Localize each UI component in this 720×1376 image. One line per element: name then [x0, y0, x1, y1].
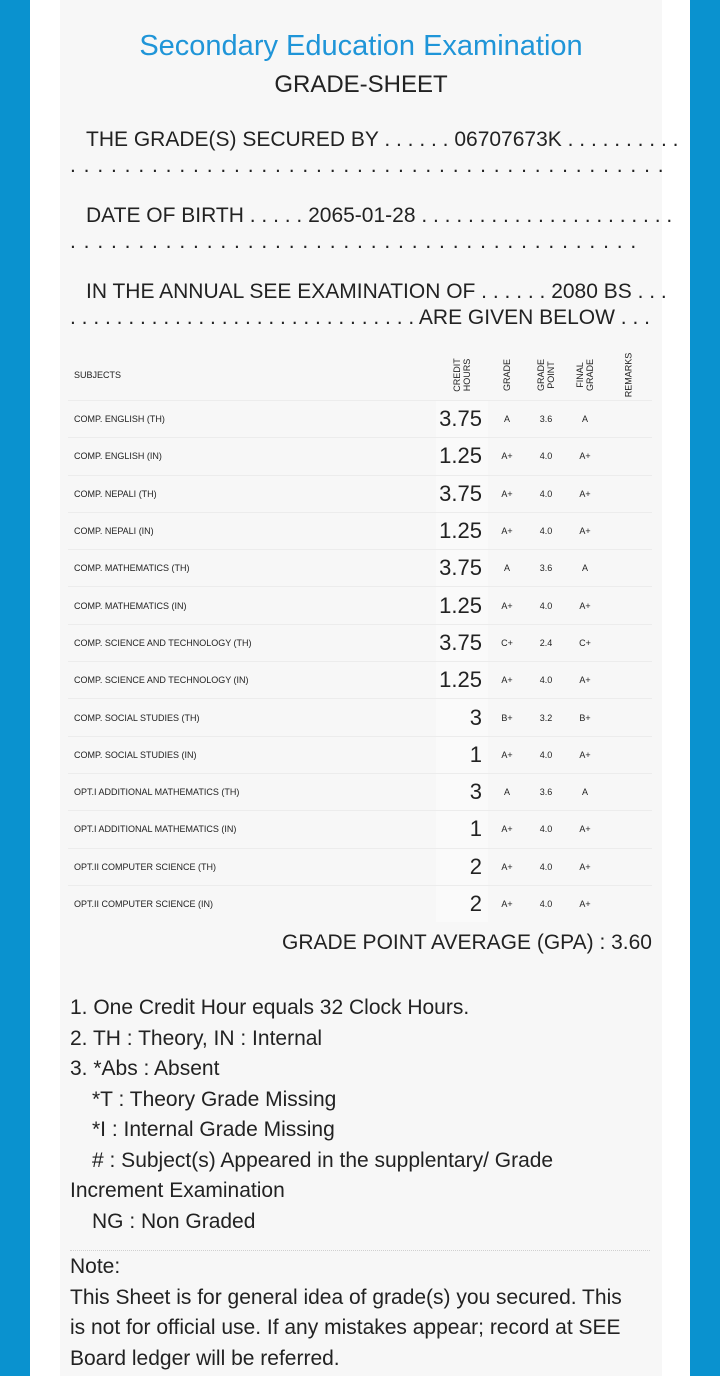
subject-cell: COMP. SCIENCE AND TECHNOLOGY (IN) — [68, 662, 436, 699]
table-row — [68, 475, 652, 512]
subject-cell: OPT.I ADDITIONAL MATHEMATICS (IN) — [68, 811, 436, 848]
credit-cell: 3.75 — [436, 624, 488, 661]
header-credit-hours — [436, 350, 488, 401]
grade-cell: A — [488, 550, 526, 587]
note-line: is not for official use. If any mistakes appear; record at SEE — [70, 1316, 621, 1339]
note-line: This Sheet is for general idea of grade(s) you secured. This — [70, 1285, 622, 1309]
remarks-cell — [604, 699, 652, 736]
header-grade — [488, 350, 526, 401]
final-grade-cell: A — [566, 773, 604, 810]
subject-cell: COMP. NEPALI (TH) — [68, 475, 436, 512]
remarks-cell — [604, 662, 652, 699]
subject-cell: COMP. SOCIAL STUDIES (IN) — [68, 736, 436, 773]
final-grade-cell: B+ — [566, 699, 604, 736]
remarks-cell — [604, 848, 652, 885]
grade-table — [68, 350, 652, 922]
grade-cell: A+ — [488, 587, 526, 624]
legend-line: 3. *Abs : Absent — [70, 1057, 220, 1080]
table-row — [68, 662, 652, 699]
subject-cell: COMP. SOCIAL STUDIES (TH) — [68, 699, 436, 736]
final-grade-cell: A+ — [566, 475, 604, 512]
table-row — [68, 624, 652, 661]
credit-cell: 1.25 — [436, 512, 488, 549]
final-grade-cell: A+ — [566, 662, 604, 699]
note-line: Board ledger will be referred. — [70, 1346, 340, 1370]
final-grade-cell: A+ — [566, 811, 604, 848]
grade-point-cell: 3.6 — [526, 401, 566, 438]
header-final-grade — [566, 350, 604, 401]
final-grade-cell: A+ — [566, 587, 604, 624]
table-header-row — [68, 350, 652, 401]
remarks-cell — [604, 624, 652, 661]
grade-cell: A+ — [488, 475, 526, 512]
grade-cell: A+ — [488, 512, 526, 549]
credit-cell: 3.75 — [436, 401, 488, 438]
secured-by-dots: . . . . . . . . . . . . . . . . . . . . . . . . . . . . . . . . . . . . . . . . . . . . — [70, 154, 665, 177]
credit-cell: 3 — [436, 773, 488, 810]
table-row — [68, 438, 652, 475]
grade-point-cell: 4.0 — [526, 885, 566, 922]
grade-cell: A+ — [488, 885, 526, 922]
grade-cell: B+ — [488, 699, 526, 736]
final-grade-cell: A+ — [566, 885, 604, 922]
grade-point-cell: 4.0 — [526, 587, 566, 624]
header-remarks-label: REMARKS — [622, 352, 633, 398]
subject-cell: COMP. NEPALI (IN) — [68, 512, 436, 549]
credit-cell: 2 — [436, 885, 488, 922]
final-grade-cell: C+ — [566, 624, 604, 661]
right-side-bar — [690, 0, 720, 1376]
remarks-cell — [604, 773, 652, 810]
grade-point-cell: 2.4 — [526, 624, 566, 661]
grade-cell: A — [488, 401, 526, 438]
legend-line: *T : Theory Grade Missing — [92, 1087, 337, 1111]
grade-cell: A+ — [488, 736, 526, 773]
page-subtitle: GRADE-SHEET — [274, 71, 448, 98]
subject-cell: COMP. ENGLISH (TH) — [68, 401, 436, 438]
grade-cell: A+ — [488, 438, 526, 475]
final-grade-cell: A+ — [566, 512, 604, 549]
grade-point-cell: 4.0 — [526, 736, 566, 773]
remarks-cell — [604, 475, 652, 512]
legend-line: NG : Non Graded — [92, 1209, 256, 1233]
remarks-cell — [604, 438, 652, 475]
final-grade-cell: A+ — [566, 848, 604, 885]
grade-point-cell: 4.0 — [526, 438, 566, 475]
grade-point-cell: 4.0 — [526, 848, 566, 885]
table-row — [68, 773, 652, 810]
final-grade-cell: A+ — [566, 438, 604, 475]
table-row — [68, 550, 652, 587]
table-row — [68, 811, 652, 848]
header-final-grade-label: FINAL GRADE — [575, 359, 595, 392]
subject-cell: COMP. SCIENCE AND TECHNOLOGY (TH) — [68, 624, 436, 661]
divider — [70, 1250, 650, 1251]
remarks-cell — [604, 401, 652, 438]
grade-point-cell: 4.0 — [526, 512, 566, 549]
grade-cell: C+ — [488, 624, 526, 661]
legend-line: *I : Internal Grade Missing — [92, 1118, 335, 1141]
table-row — [68, 885, 652, 922]
credit-cell: 1 — [436, 736, 488, 773]
credit-cell: 2 — [436, 848, 488, 885]
grade-point-cell: 3.2 — [526, 699, 566, 736]
subject-cell: OPT.II COMPUTER SCIENCE (TH) — [68, 848, 436, 885]
credit-cell: 1.25 — [436, 662, 488, 699]
table-row — [68, 699, 652, 736]
note — [70, 1252, 655, 1374]
legend-line: 2. TH : Theory, IN : Internal — [70, 1026, 323, 1050]
credit-cell: 1.25 — [436, 438, 488, 475]
note-label: Note: — [70, 1255, 121, 1278]
grade-point-cell: 4.0 — [526, 811, 566, 848]
remarks-cell — [604, 811, 652, 848]
header-grade-point — [526, 350, 566, 401]
remarks-cell — [604, 885, 652, 922]
legend — [70, 993, 650, 1237]
header-grade-point-label: GRADE POINT — [536, 359, 556, 392]
header-credit-hours-label: CREDIT HOURS — [452, 358, 472, 392]
credit-cell: 1.25 — [436, 587, 488, 624]
grade-point-cell: 3.6 — [526, 550, 566, 587]
exam-line: IN THE ANNUAL SEE EXAMINATION OF . . . . . . 2080 BS . . . — [86, 280, 667, 303]
subject-cell: OPT.II COMPUTER SCIENCE (IN) — [68, 885, 436, 922]
page-title: Secondary Education Examination — [139, 30, 583, 62]
subject-cell: OPT.I ADDITIONAL MATHEMATICS (TH) — [68, 773, 436, 810]
remarks-cell — [604, 736, 652, 773]
left-side-bar — [0, 0, 30, 1376]
subject-cell: COMP. ENGLISH (IN) — [68, 438, 436, 475]
table-row — [68, 401, 652, 438]
table-row — [68, 848, 652, 885]
credit-cell: 3.75 — [436, 550, 488, 587]
table-row — [68, 512, 652, 549]
legend-line: Increment Examination — [70, 1179, 285, 1202]
final-grade-cell: A — [566, 401, 604, 438]
final-grade-cell: A+ — [566, 736, 604, 773]
final-grade-cell: A — [566, 550, 604, 587]
grade-cell: A+ — [488, 662, 526, 699]
dob-line: DATE OF BIRTH . . . . . 2065-01-28 . . . . . . . . . . . . . . . . . . . . . . — [86, 204, 673, 227]
grade-cell: A+ — [488, 848, 526, 885]
dob-dots: . . . . . . . . . . . . . . . . . . . . . . . . . . . . . . . . . . . . . . . . . . — [70, 230, 638, 253]
grade-cell: A — [488, 773, 526, 810]
remarks-cell — [604, 512, 652, 549]
legend-line: 1. One Credit Hour equals 32 Clock Hours. — [70, 996, 470, 1019]
gpa-summary: GRADE POINT AVERAGE (GPA) : 3.60 — [282, 931, 652, 954]
grade-sheet — [60, 0, 679, 1376]
credit-cell: 1 — [436, 811, 488, 848]
header-grade-label: GRADE — [501, 358, 512, 392]
grade-cell: A+ — [488, 811, 526, 848]
credit-cell: 3 — [436, 699, 488, 736]
credit-cell: 3.75 — [436, 475, 488, 512]
table-row — [68, 587, 652, 624]
remarks-cell — [604, 550, 652, 587]
secured-by-line: THE GRADE(S) SECURED BY . . . . . . 06707673K . . . . . . . . . . — [86, 128, 679, 151]
grade-point-cell: 4.0 — [526, 662, 566, 699]
grade-point-cell: 3.6 — [526, 773, 566, 810]
remarks-cell — [604, 587, 652, 624]
table-row — [68, 736, 652, 773]
exam-line-2: . . . . . . . . . . . . . . . . . . . . . . . . . . . . . . ARE GIVEN BELOW . . . — [70, 306, 650, 329]
subject-cell: COMP. MATHEMATICS (IN) — [68, 587, 436, 624]
header-subjects: SUBJECTS — [74, 370, 122, 380]
subject-cell: COMP. MATHEMATICS (TH) — [68, 550, 436, 587]
legend-line: # : Subject(s) Appeared in the supplentary/ Grade — [92, 1148, 554, 1172]
grade-point-cell: 4.0 — [526, 475, 566, 512]
header-remarks — [604, 350, 652, 401]
